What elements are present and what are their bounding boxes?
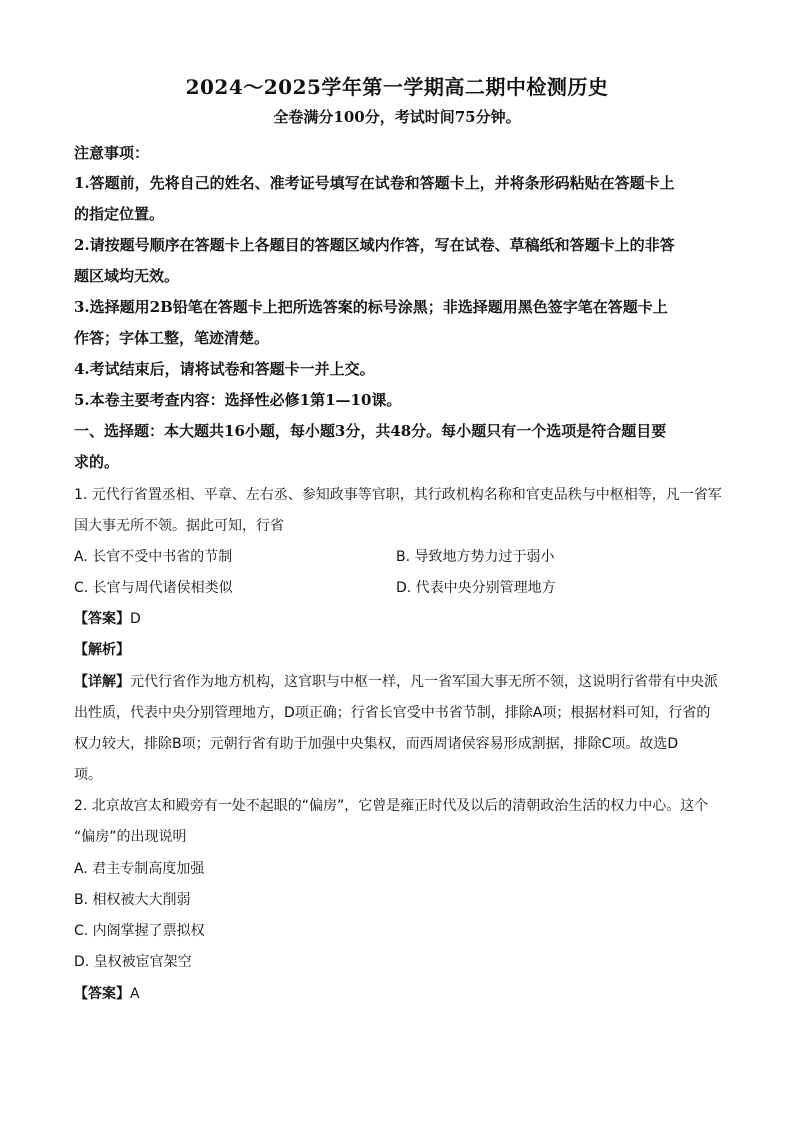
q1-analysis-tag: 【解析】 <box>74 642 130 658</box>
q1-detail-line: 权力较大，排除B项；元朝行省有助于加强中央集权，而西周诸侯容易形成割据，排除C项。故选D <box>74 736 679 752</box>
q2-option-d: D. 皇权被宦官架空 <box>74 954 192 970</box>
q1-detail-line: 项。 <box>74 767 102 783</box>
note-line: 5.本卷主要考查内容：选择性必修1第1—10课。 <box>74 391 402 409</box>
q2-option-a: A. 君主专制高度加强 <box>74 861 205 877</box>
q2-answer <box>74 983 140 1003</box>
note-line: 题区域均无效。 <box>74 267 180 285</box>
q1-option-a: A. 长官不受中书省的节制 <box>74 549 233 565</box>
q1-answer <box>74 608 141 628</box>
q1-detail: 【详解】元代行省作为地方机构，这官职与中枢一样，凡一省军国大事无所不领，这说明行省带有中央派 <box>74 674 718 690</box>
answer-value: A <box>130 986 140 1002</box>
note-line: 4.考试结束后，请将试卷和答题卡一并上交。 <box>74 360 375 378</box>
note-line: 3.选择题用2B铅笔在答题卡上把所选答案的标号涂黑；非选择题用黑色签字笔在答题卡上 <box>74 298 668 316</box>
q2-option-b: B. 相权被大大削弱 <box>74 892 191 908</box>
section-heading: 一、选择题：本大题共16小题，每小题3分，共48分。每小题只有一个选项是符合题目要 <box>74 422 667 440</box>
q2-stem: 2. 北京故宫太和殿旁有一处不起眼的“偏房”，它曾是雍正时代及以后的清朝政治生活的权力中心。这个 <box>74 798 709 814</box>
detail-tag: 【详解】 <box>74 674 130 690</box>
q1-stem-cont: 国大事无所不领。据此可知，行省 <box>74 518 284 534</box>
note-line: 的指定位置。 <box>74 205 165 223</box>
q1-detail-line: 出性质，代表中央分别管理地方，D项正确；行省长官受中书省节制，排除A项；根据材料可知，行省的 <box>74 705 711 721</box>
notes-heading: 注意事项： <box>74 144 150 162</box>
section-heading-cont: 求的。 <box>74 453 120 471</box>
q1-option-b: B. 导致地方势力过于弱小 <box>396 549 555 565</box>
note-line: 作答；字体工整，笔迹清楚。 <box>74 329 270 347</box>
answer-tag: 【答案】 <box>74 611 130 627</box>
answer-value: D <box>130 611 141 627</box>
q1-stem: 1. 元代行省置丞相、平章、左右丞、参知政事等官职，其行政机构名称和官吏品秩与中枢相等，凡一省军 <box>74 487 722 503</box>
page-title: 2024～2025学年第一学期高二期中检测历史 <box>185 75 609 99</box>
note-line: 1.答题前，先将自己的姓名、准考证号填写在试卷和答题卡上，并将条形码粘贴在答题卡上 <box>74 174 675 192</box>
q1-option-c: C. 长官与周代诸侯相类似 <box>74 580 233 596</box>
q1-option-d: D. 代表中央分别管理地方 <box>396 580 556 596</box>
note-line: 2.请按题号顺序在答题卡上各题目的答题区域内作答，写在试卷、草稿纸和答题卡上的非答 <box>74 236 675 254</box>
q2-stem-cont: “偏房”的出现说明 <box>74 829 187 845</box>
exam-info: 全卷满分100分，考试时间75分钟。 <box>273 108 521 126</box>
answer-tag: 【答案】 <box>74 986 130 1002</box>
q2-option-c: C. 内阁掌握了票拟权 <box>74 923 205 939</box>
